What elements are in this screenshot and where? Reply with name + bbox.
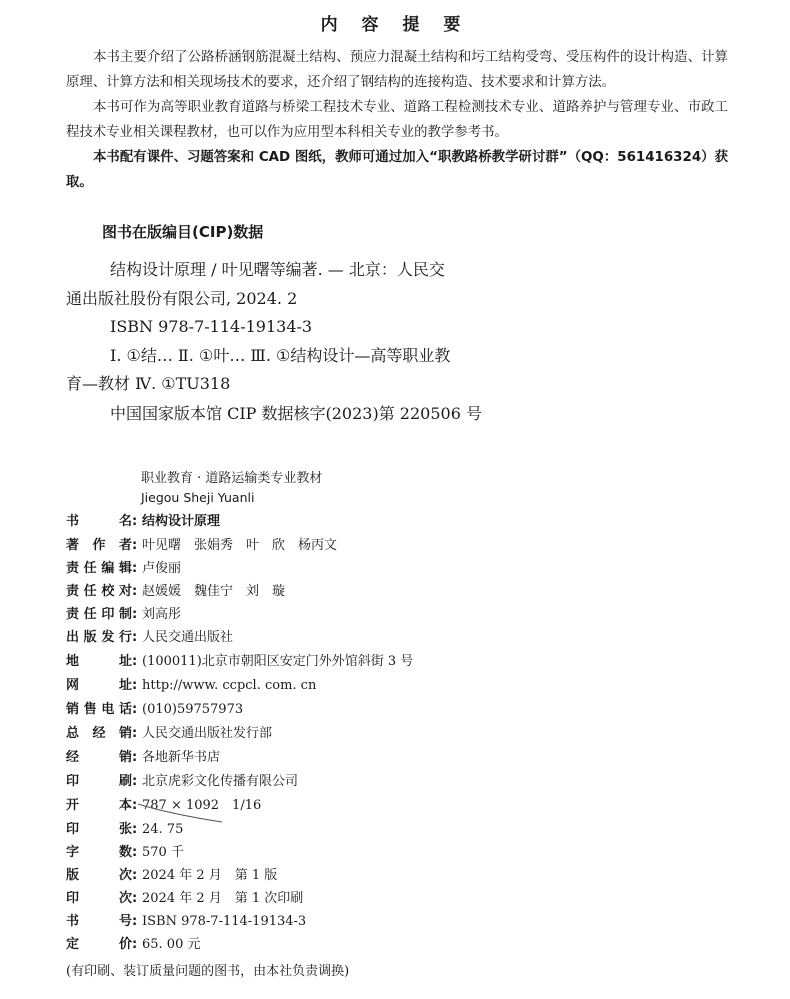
imprint-label: 版次	[66, 868, 132, 883]
imprint-value: 2024 年 2 月 第 1 版	[142, 868, 278, 883]
imprint-label: 定价	[66, 937, 132, 952]
imprint-value: ISBN 978-7-114-19134-3	[142, 914, 307, 929]
imprint-value: 赵媛媛 魏佳宁 刘 璇	[142, 584, 286, 599]
cip-heading: 图书在版编目(CIP)数据	[102, 223, 264, 241]
imprint-value: 刘高彤	[142, 607, 182, 622]
imprint-label: 网址	[66, 678, 132, 693]
imprint-label: 书名	[66, 514, 132, 529]
imprint-label: 印张	[66, 822, 132, 837]
imprint-value: (100011)北京市朝阳区安定门外外馆斜街 3 号	[142, 654, 414, 669]
imprint-value: 结构设计原理	[142, 514, 221, 529]
imprint-value: 北京虎彩文化传播有限公司	[142, 774, 299, 789]
imprint-label: 责任印制	[66, 607, 132, 622]
imprint-label: 字数	[66, 845, 132, 860]
cip-classification-line-2: 育—教材 Ⅳ. ①TU318	[66, 374, 231, 393]
summary-paragraph-2: 本书可作为高等职业教育道路与桥梁工程技术专业、道路工程检测技术专业、道路养护与管理专业、市政工程技术专业相关课程教材，也可以作为应用型本科相关专业的教学参考书。	[66, 100, 728, 140]
summary-paragraph-3: 本书配有课件、习题答案和 CAD 图纸，教师可通过加入“职教路桥教学研讨群”（QQ：561416324）获取。	[66, 150, 728, 190]
imprint-value: 卢俊丽	[142, 561, 182, 576]
imprint-label: 经销	[66, 750, 132, 765]
series-name: 职业教育 · 道路运输类专业教材	[141, 471, 323, 486]
imprint-label: 印次	[66, 891, 132, 906]
cip-title-line-2: 通出版社股份有限公司, 2024. 2	[66, 289, 298, 308]
cip-classification-line-1: Ⅰ. ①结… Ⅱ. ①叶… Ⅲ. ①结构设计—高等职业教	[110, 346, 451, 365]
imprint-label: 责任编辑	[66, 561, 132, 576]
imprint-value: 2024 年 2 月 第 1 次印刷	[142, 891, 304, 906]
imprint-label: 出版发行	[66, 630, 132, 645]
imprint-value: 人民交通出版社	[142, 630, 234, 645]
title-pinyin: Jiegou Sheji Yuanli	[141, 490, 255, 505]
imprint-label: 著作者	[66, 538, 132, 553]
imprint-label: 地址	[66, 654, 132, 669]
cip-isbn: ISBN 978-7-114-19134-3	[110, 317, 313, 336]
cip-record-number: 中国国家版本馆 CIP 数据核字(2023)第 220506 号	[110, 404, 482, 423]
imprint-label: 开本	[66, 798, 132, 813]
imprint-value: 各地新华书店	[142, 750, 221, 765]
imprint-label: 责任校对	[66, 584, 132, 599]
imprint-value: (010)59757973	[142, 702, 244, 717]
imprint-value: 叶见曙 张娟秀 叶 欣 杨丙文	[142, 538, 338, 553]
imprint-value: 人民交通出版社发行部	[142, 726, 273, 741]
imprint-value: 787 × 1092 1/16	[142, 798, 262, 813]
imprint-value: http://www. ccpcl. com. cn	[142, 678, 317, 693]
imprint-value: 65. 00 元	[142, 937, 201, 952]
quality-notice: (有印刷、装订质量问题的图书，由本社负责调换)	[66, 964, 350, 979]
cip-title-line-1: 结构设计原理 / 叶见曙等编著. — 北京：人民交	[110, 260, 445, 279]
imprint-label: 书号	[66, 914, 132, 929]
imprint-label: 销售电话	[66, 702, 132, 717]
imprint-label: 印刷	[66, 774, 132, 789]
imprint-label: 总经销	[66, 726, 132, 741]
summary-title: 内 容 提 要	[320, 15, 470, 35]
summary-paragraph-1: 本书主要介绍了公路桥涵钢筋混凝土结构、预应力混凝土结构和圬工结构受弯、受压构件的设计构造、计算原理、计算方法和相关现场技术的要求，还介绍了钢结构的连接构造、技术要求和计算方法。	[66, 50, 728, 90]
imprint-value: 24. 75	[142, 822, 184, 837]
imprint-value: 570 千	[142, 845, 184, 860]
